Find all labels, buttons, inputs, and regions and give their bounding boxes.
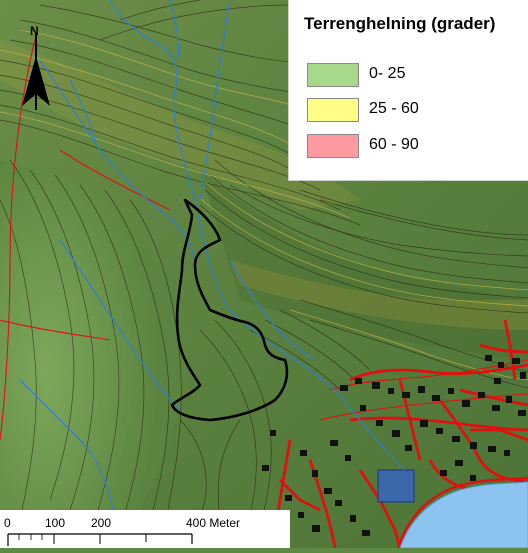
scale-label-0: 0 (4, 516, 11, 530)
scale-bar-graphic (0, 510, 290, 548)
north-arrow-label: N (30, 24, 39, 38)
scale-label-200: 200 (91, 516, 112, 530)
legend-label-25-60: 25 - 60 (369, 100, 419, 117)
scale-label-400: 400 Meter (186, 516, 241, 530)
harbour-area (378, 470, 414, 502)
scale-bar (0, 510, 290, 548)
scale-label-100: 100 (45, 516, 66, 530)
legend-swatch-red (307, 134, 359, 158)
legend-title: Terrenghelning (grader) (304, 14, 496, 33)
legend (288, 0, 528, 181)
legend-swatch-green (307, 63, 359, 87)
legend-label-0-25: 0- 25 (369, 65, 406, 82)
legend-swatch-yellow (307, 98, 359, 122)
legend-label-60-90: 60 - 90 (369, 136, 419, 153)
